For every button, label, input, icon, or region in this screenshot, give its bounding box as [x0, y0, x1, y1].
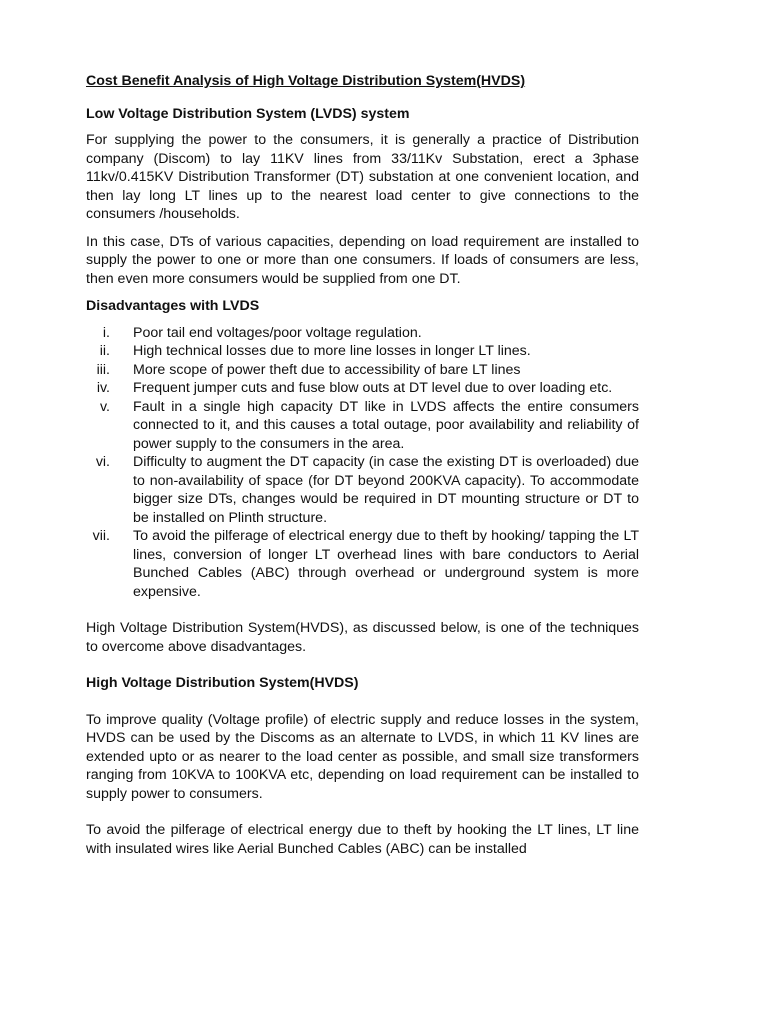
- list-item-number: i.: [102, 324, 110, 341]
- list-item-number: ii.: [99, 343, 110, 359]
- list-item-number: v.: [100, 398, 110, 415]
- document-page: [86, 72, 639, 867]
- disadvantages-heading: Disadvantages with LVDS: [86, 298, 260, 314]
- hvds-heading: High Voltage Distribution System(HVDS): [86, 675, 359, 691]
- list-item: [86, 527, 639, 601]
- list-item: [86, 379, 639, 398]
- document-title: Cost Benefit Analysis of High Voltage Distribution System(HVDS): [86, 73, 526, 89]
- list-item-text: Fault in a single high capacity DT like in LVDS affects the entire consumers connected to it, and this causes a total outage, poor availability and reliability of power supply to the consumers in the area.: [133, 398, 639, 452]
- list-item-text: High technical losses due to more line losses in longer LT lines.: [133, 343, 531, 359]
- list-item: [86, 342, 639, 361]
- list-item-text: More scope of power theft due to accessibility of bare LT lines: [133, 361, 521, 378]
- transition-paragraph: High Voltage Distribution System(HVDS), as discussed below, is one of the techniques to overcome above disadvantages.: [86, 620, 639, 655]
- list-item-number: vii.: [92, 528, 110, 544]
- list-item: [86, 324, 639, 343]
- list-item-number: vi.: [95, 454, 110, 470]
- list-item-text: To avoid the pilferage of electrical energy due to theft by hooking/ tapping the LT lines, conversion of longer LT overhead lines with bare conductors to Aerial Bunched Cables (ABC) through overhead or underground system is more expensive.: [133, 528, 639, 600]
- lvds-heading: Low Voltage Distribution System (LVDS) system: [86, 105, 410, 122]
- hvds-paragraph-1: To improve quality (Voltage profile) of electric supply and reduce losses in the system, HVDS can be used by the Discoms as an alternate to LVDS, in which 11 KV lines are extended upto or as nearer to the load center as possible, and small size transformers ranging from 10KVA to 100KVA etc, depending on load requirement can be installed to supply power to consumers.: [86, 711, 639, 802]
- list-item-number: iv.: [96, 380, 110, 396]
- list-item-text: Frequent jumper cuts and fuse blow outs at DT level due to over loading etc.: [133, 380, 613, 396]
- list-item-text: Poor tail end voltages/poor voltage regulation.: [133, 324, 422, 341]
- list-item: [86, 398, 639, 454]
- lvds-paragraph-2: In this case, DTs of various capacities, depending on load requirement are installed to supply the power to one or more than one consumers. If loads of consumers are less, then even more consumers would be supplied from one DT.: [86, 233, 639, 287]
- list-item: [86, 361, 639, 380]
- list-item: [86, 453, 639, 527]
- disadvantages-list: [86, 324, 639, 602]
- list-item-number: iii.: [96, 361, 110, 378]
- list-item-text: Difficulty to augment the DT capacity (in case the existing DT is overloaded) due to non-availability of space (for DT beyond 200KVA capacity). To accommodate bigger size DTs, changes would be required in DT mounting structure or DT to be installed on Plinth structure.: [133, 454, 639, 526]
- lvds-paragraph-1: For supplying the power to the consumers, it is generally a practice of Distribution company (Discom) to lay 11KV lines from 33/11Kv Substation, erect a 3phase 11kv/0.415KV Distribution Transformer (DT) substation at one convenient location, and then lay long LT lines up to the nearest load center to give connections to the consumers /households.: [86, 132, 639, 222]
- hvds-paragraph-2: To avoid the pilferage of electrical energy due to theft by hooking the LT lines, LT line with insulated wires like Aerial Bunched Cables (ABC) can be installed: [86, 822, 639, 857]
